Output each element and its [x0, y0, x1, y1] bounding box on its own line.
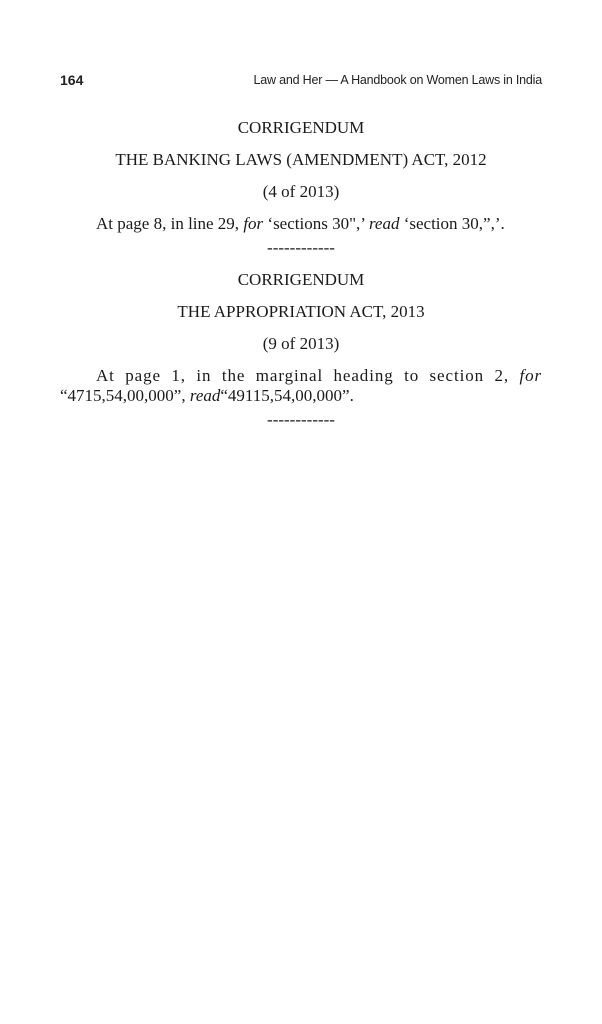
corrigendum-section	[60, 270, 542, 430]
section-title: CORRIGENDUM	[237, 270, 365, 289]
act-number: (9 of 2013)	[262, 334, 340, 353]
correction-text-part: ‘section 30,”,’.	[399, 214, 505, 233]
page-content	[60, 118, 542, 442]
separator: ------------	[267, 410, 335, 429]
page-header	[60, 72, 542, 92]
correction-text-part: “49115,54,00,000”.	[220, 386, 354, 405]
for-word: for	[519, 366, 542, 385]
act-name: THE BANKING LAWS (AMENDMENT) ACT, 2012	[115, 150, 487, 169]
section-title: CORRIGENDUM	[237, 118, 365, 137]
separator: ------------	[267, 238, 335, 257]
correction-text-part: “4715,54,00,000”,	[60, 386, 190, 405]
act-name: THE APPROPRIATION ACT, 2013	[177, 302, 425, 321]
correction-text	[60, 366, 542, 406]
read-word: read	[189, 386, 221, 405]
correction-text-part: ‘sections 30",’	[263, 214, 369, 233]
running-title: Law and Her — A Handbook on Women Laws in India	[253, 73, 542, 87]
correction-text-part: At page 8, in line 29,	[96, 214, 244, 233]
corrigendum-section	[60, 118, 542, 258]
correction-text-part: At page 1, in the marginal heading to section 2,	[96, 366, 520, 385]
read-word: read	[368, 214, 400, 233]
act-number: (4 of 2013)	[262, 182, 340, 201]
for-word: for	[243, 214, 264, 233]
page-number: 164	[60, 72, 84, 88]
correction-text	[60, 214, 542, 234]
